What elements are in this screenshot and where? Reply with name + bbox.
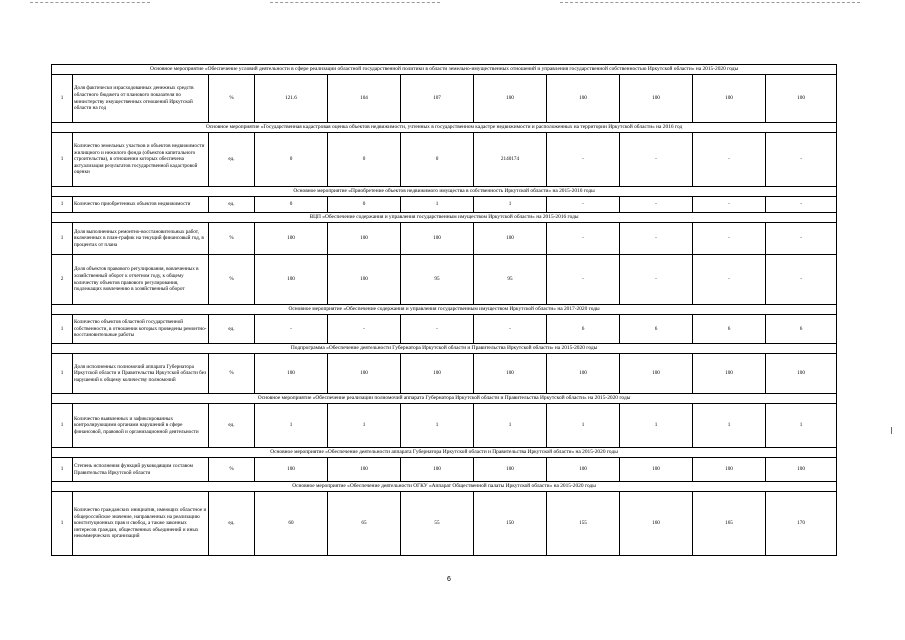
section-title: Основное мероприятие «Обеспечение условий деятельности в сфере реализации областной государственной политики в области земельно-имущественных отношений и управления государственной собственностью Иркутской области» на 2015-2020 годы — [52, 65, 837, 75]
value-cell: 1 — [328, 404, 401, 448]
section-header-row — [52, 448, 837, 458]
value-cell: 100 — [474, 75, 547, 123]
section-title: Основное мероприятие «Обеспечение деятельности аппарата Губернатора Иркутской области и Правительства Иркутской области» на 2015-2020 годы — [52, 448, 837, 458]
value-cell: 0 — [328, 197, 401, 213]
indicator-name-cell: Количество выявленных и зафиксированных контролирующими органами нарушений в сфере финансовой, правовой и организационной деятельности — [73, 404, 209, 448]
value-cell: 100 — [547, 354, 620, 394]
indicator-name-cell: Степень исполнения функций руководящим составом Правительства Иркутской области — [73, 458, 209, 482]
section-header-row — [52, 305, 837, 315]
value-cell: 1 — [693, 404, 766, 448]
value-cell: 100 — [766, 75, 837, 123]
indicator-name-cell: Количество гражданских инициатив, имеющих областное и общероссийское значение, направленных на реализацию конституционных прав и свобод, а также законных интересов граждан, общественных объединений и иных некоммерческих организаций — [73, 492, 209, 556]
row-number-cell: 1 — [52, 133, 73, 187]
value-cell: 100 — [401, 223, 474, 255]
unit-cell: ед. — [209, 197, 255, 213]
section-header-row — [52, 344, 837, 354]
value-cell: - — [766, 133, 837, 187]
value-cell: - — [766, 197, 837, 213]
unit-cell: ед. — [209, 404, 255, 448]
value-cell: - — [693, 197, 766, 213]
value-cell: 1 — [401, 404, 474, 448]
value-cell: 100 — [328, 354, 401, 394]
value-cell: 100 — [474, 458, 547, 482]
value-cell: 6 — [766, 315, 837, 344]
unit-cell: ед. — [209, 133, 255, 187]
value-cell: 100 — [620, 458, 693, 482]
value-cell: - — [401, 315, 474, 344]
scan-artifact-line — [560, 2, 860, 3]
indicator-name-cell: Доля выполненных ремонтно-восстановительных работ, включенных в план-график на текущий финансовый год, в процентах от плана — [73, 223, 209, 255]
section-header-row — [52, 482, 837, 492]
value-cell: 165 — [693, 492, 766, 556]
unit-cell: % — [209, 75, 255, 123]
table-row — [52, 354, 837, 394]
value-cell: 0 — [255, 197, 328, 213]
unit-cell: % — [209, 458, 255, 482]
indicator-name-cell: Количество объектов областной государственной собственности, в отношении которых проведены ремонтно-восстановительные работы — [73, 315, 209, 344]
section-title: Основное мероприятие «Приобретение объектов недвижимого имущества в собственность Иркутской области» на 2015-2016 годы — [52, 187, 837, 197]
value-cell: - — [620, 133, 693, 187]
value-cell: 100 — [474, 223, 547, 255]
unit-cell: % — [209, 255, 255, 305]
value-cell: 104 — [328, 75, 401, 123]
value-cell: 1 — [401, 197, 474, 213]
value-cell: 150 — [474, 492, 547, 556]
value-cell: 100 — [328, 458, 401, 482]
value-cell: - — [547, 197, 620, 213]
unit-cell: % — [209, 354, 255, 394]
value-cell: 100 — [401, 354, 474, 394]
value-cell: 100 — [693, 458, 766, 482]
section-title: Основное мероприятие «Обеспечение реализации полномочий аппарата Губернатора Иркутской области и Правительства Иркутской области» на 2015-2020 годы — [52, 394, 837, 404]
scan-artifact-line — [30, 2, 150, 3]
row-number-cell: 1 — [52, 315, 73, 344]
value-cell: 95 — [401, 255, 474, 305]
row-number-cell: 1 — [52, 492, 73, 556]
value-cell: 95 — [474, 255, 547, 305]
value-cell: - — [620, 197, 693, 213]
table-row — [52, 255, 837, 305]
value-cell: 1 — [547, 404, 620, 448]
table-row — [52, 492, 837, 556]
indicator-name-cell: Доля фактически израсходованных денежных средств областного бюджета от планового показателя по министерству имущественных отношений Иркутской области на год — [73, 75, 209, 123]
value-cell: 100 — [255, 458, 328, 482]
value-cell: - — [620, 223, 693, 255]
section-title: Основное мероприятие «Обеспечение содержания и управления государственным имуществом Иркутской области» на 2017-2020 годы — [52, 305, 837, 315]
table-row — [52, 223, 837, 255]
value-cell: 65 — [328, 492, 401, 556]
value-cell: 55 — [401, 492, 474, 556]
value-cell: 100 — [547, 75, 620, 123]
value-cell: 107 — [401, 75, 474, 123]
row-number-cell: 1 — [52, 458, 73, 482]
row-number-cell: 1 — [52, 404, 73, 448]
value-cell: 0 — [255, 133, 328, 187]
value-cell: 100 — [693, 354, 766, 394]
value-cell: - — [693, 255, 766, 305]
table-row — [52, 404, 837, 448]
value-cell: 160 — [620, 492, 693, 556]
section-header-row — [52, 213, 837, 223]
value-cell: - — [693, 223, 766, 255]
indicator-name-cell: Количество приобретенных объектов недвижимости — [73, 197, 209, 213]
unit-cell: % — [209, 223, 255, 255]
table-body — [52, 65, 837, 556]
table-row — [52, 315, 837, 344]
value-cell: 100 — [547, 458, 620, 482]
value-cell: 100 — [255, 354, 328, 394]
section-title: ВЦП «Обеспечение содержания и управления государственным имуществом Иркутской области» на 2015-2016 годы — [52, 213, 837, 223]
section-title: Основное мероприятие «Обеспечение деятельности ОГКУ «Аппарат Общественной палаты Иркутской области» на 2015-2020 годы — [52, 482, 837, 492]
value-cell: 100 — [620, 354, 693, 394]
value-cell: 0 — [401, 133, 474, 187]
value-cell: 100 — [693, 75, 766, 123]
section-title: Основное мероприятие «Государственная кадастровая оценка объектов недвижимости, учтенных в государственном кадастре недвижимости и расположенных на территории Иркутской области» на 2016 год — [52, 123, 837, 133]
value-cell: 100 — [474, 354, 547, 394]
value-cell: 100 — [620, 75, 693, 123]
value-cell: - — [474, 315, 547, 344]
value-cell: 100 — [766, 458, 837, 482]
row-number-cell: 1 — [52, 223, 73, 255]
row-number-cell: 1 — [52, 197, 73, 213]
scan-artifact-mark — [891, 427, 892, 434]
value-cell: 121.6 — [255, 75, 328, 123]
value-cell: 100 — [328, 223, 401, 255]
indicators-table — [51, 64, 837, 556]
value-cell: - — [766, 223, 837, 255]
table-row — [52, 197, 837, 213]
section-header-row — [52, 123, 837, 133]
value-cell: 6 — [693, 315, 766, 344]
value-cell: 1 — [620, 404, 693, 448]
value-cell: - — [328, 315, 401, 344]
table-row — [52, 458, 837, 482]
value-cell: 100 — [255, 255, 328, 305]
value-cell: - — [547, 255, 620, 305]
table-row — [52, 75, 837, 123]
section-header-row — [52, 394, 837, 404]
value-cell: 100 — [401, 458, 474, 482]
section-header-row — [52, 65, 837, 75]
indicator-name-cell: Доля исполненных полномочий аппарата Губернатора Иркутской области и Правительства Иркутской области без нарушений к общему количеству полномочий — [73, 354, 209, 394]
value-cell: 100 — [255, 223, 328, 255]
value-cell: 6 — [547, 315, 620, 344]
value-cell: - — [547, 133, 620, 187]
section-header-row — [52, 187, 837, 197]
value-cell: 100 — [766, 354, 837, 394]
indicator-name-cell: Доля объектов правового регулирования, вовлеченных в хозяйственный оборот к отчетном году, к общему количеству объектов правового регулирования, подлежащих вовлечению в хозяйственный оборот — [73, 255, 209, 305]
value-cell: 60 — [255, 492, 328, 556]
value-cell: 170 — [766, 492, 837, 556]
value-cell: 100 — [328, 255, 401, 305]
value-cell: 2140174 — [474, 133, 547, 187]
row-number-cell: 1 — [52, 354, 73, 394]
unit-cell: ед. — [209, 492, 255, 556]
scan-artifact-line — [270, 2, 440, 3]
indicator-name-cell: Количество земельных участков и объектов недвижимости жилищного и нежилого фонда (объектов капитального строительства), в отношении которых обеспечена актуализация результатов государственной кадастровой оценки — [73, 133, 209, 187]
row-number-cell: 2 — [52, 255, 73, 305]
value-cell: - — [766, 255, 837, 305]
row-number-cell: 1 — [52, 75, 73, 123]
value-cell: 1 — [474, 197, 547, 213]
value-cell: 0 — [328, 133, 401, 187]
value-cell: - — [620, 255, 693, 305]
value-cell: 155 — [547, 492, 620, 556]
section-title: Подпрограмма «Обеспечение деятельности Губернатора Иркутской области и Правительства Иркутской области» на 2015-2020 годы — [52, 344, 837, 354]
unit-cell: ед. — [209, 315, 255, 344]
value-cell: 1 — [766, 404, 837, 448]
page-number: 6 — [447, 576, 451, 583]
table-row — [52, 133, 837, 187]
value-cell: 6 — [620, 315, 693, 344]
value-cell: - — [693, 133, 766, 187]
value-cell: 1 — [474, 404, 547, 448]
value-cell: - — [547, 223, 620, 255]
value-cell: 1 — [255, 404, 328, 448]
value-cell: - — [255, 315, 328, 344]
